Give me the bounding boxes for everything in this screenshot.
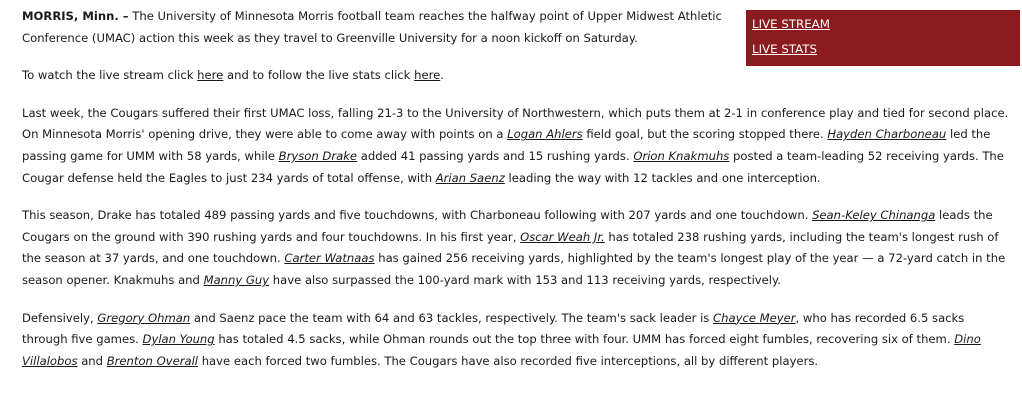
- season-text-5: have also surpassed the 100-yard mark with 153 and 113 receiving yards, respectively.: [269, 272, 781, 287]
- player-link-bryson-drake[interactable]: Bryson Drake: [278, 148, 358, 163]
- intro-text: The University of Minnesota Morris football team reaches the halfway point of Upper Midwest Athletic Conference (UMAC) action this week as they travel to Greenville University for a noon kickoff on Saturday.: [22, 9, 722, 45]
- recap-text-3: led the passing game for UMM with 58 yards, while: [22, 127, 991, 163]
- player-link-gregory-ohman[interactable]: Gregory Ohman: [97, 310, 191, 325]
- player-link-dylan-young[interactable]: Dylan Young: [142, 332, 215, 347]
- live-stream-here-link[interactable]: here: [197, 68, 224, 83]
- player-link-sean-keley-chinanga[interactable]: Sean-Keley Chinanga: [812, 208, 936, 223]
- recap-paragraph: [22, 103, 1010, 189]
- season-text-2: leads the Cougars on the ground with 390 rushing yards and four touchdowns. In his first year,: [22, 208, 993, 244]
- defense-text-3: , who has recorded 6.5 sacks through five games.: [22, 310, 965, 347]
- player-link-hayden-charboneau[interactable]: Hayden Charboneau: [827, 127, 947, 142]
- recap-text-5: posted a team-leading 52 receiving yards. The Cougar defense held the Eagles to just 234 yards of total offense, with: [22, 148, 1004, 185]
- defense-text-4: has totaled 4.5 sacks, while Ohman rounds out the top three with four. UMM has forced eight fumbles, recovering six of them.: [214, 332, 955, 347]
- watch-text-2: and to follow the live stats click: [223, 68, 415, 83]
- watch-paragraph: [22, 65, 1010, 87]
- defense-text-2: and Saenz pace the team with 64 and 63 tackles, respectively. The team's sack leader is: [190, 310, 714, 325]
- dateline: MORRIS, Minn. –: [22, 9, 129, 23]
- watch-text-3: .: [440, 68, 444, 83]
- season-paragraph: [22, 205, 1010, 291]
- player-link-chayce-meyer[interactable]: Chayce Meyer: [713, 310, 796, 325]
- defense-text-1: Defensively,: [22, 310, 98, 325]
- defense-paragraph: [22, 308, 1010, 373]
- player-link-brenton-overall[interactable]: Brenton Overall: [106, 353, 199, 368]
- live-coverage-box: [746, 10, 1020, 66]
- player-link-oscar-weah-jr[interactable]: Oscar Weah Jr.: [520, 229, 605, 244]
- season-text-4: has gained 256 receiving yards, highlighted by the team's longest play of the year — a 72-yard catch in the season opener. Knakmuhs and: [22, 251, 1006, 287]
- live-stream-link[interactable]: LIVE STREAM: [752, 17, 830, 31]
- player-link-orion-knakmuhs[interactable]: Orion Knakmuhs: [633, 148, 730, 163]
- season-text-1: This season, Drake has totaled 489 passing yards and five touchdowns, with Charboneau following with 207 yards and one touchdown.: [22, 208, 813, 223]
- defense-text-6: have each forced two fumbles. The Cougars have also recorded five interceptions, all by different players.: [198, 353, 819, 368]
- recap-text-6: leading the way with 12 tackles and one interception.: [504, 170, 821, 185]
- recap-text-4: added 41 passing yards and 15 rushing yards.: [357, 148, 634, 163]
- player-link-arian-saenz[interactable]: Arian Saenz: [435, 170, 505, 185]
- player-link-carter-watnaas[interactable]: Carter Watnaas: [284, 251, 375, 266]
- watch-text-1: To watch the live stream click: [22, 68, 198, 83]
- recap-text-2: field goal, but the scoring stopped there.: [582, 127, 828, 142]
- player-link-logan-ahlers[interactable]: Logan Ahlers: [507, 127, 583, 142]
- season-text-3: has totaled 238 rushing yards, including the team's longest rush of the season at 37 yards, and one touchdown.: [22, 229, 999, 266]
- defense-text-5: and: [77, 353, 107, 368]
- live-stats-link[interactable]: LIVE STATS: [752, 42, 817, 56]
- recap-text-1: Last week, the Cougars suffered their first UMAC loss, falling 21-3 to the University of Northwestern, which puts them at 2-1 in conference play and tied for second place. On Minnesota Morris' opening drive, they were able to come away with points on a: [22, 105, 1009, 142]
- player-link-dino-villalobos[interactable]: Dino Villalobos: [22, 332, 981, 368]
- live-stats-here-link[interactable]: here: [414, 68, 441, 83]
- player-link-manny-guy[interactable]: Manny Guy: [203, 272, 270, 287]
